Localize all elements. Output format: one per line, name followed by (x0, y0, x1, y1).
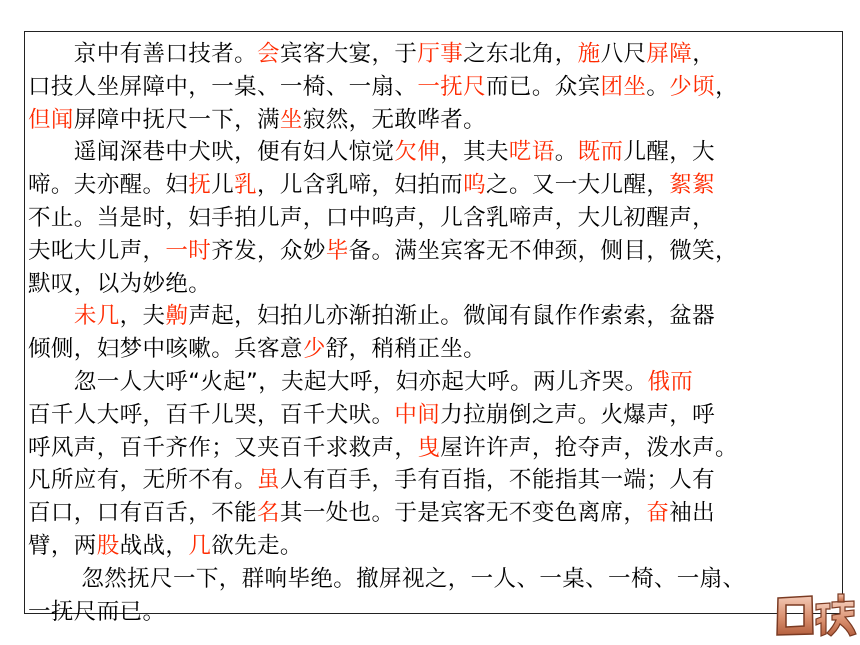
text-line (28, 432, 842, 465)
text-segment: 寂然，无敢哗者。 (302, 106, 487, 133)
text-segment: 齐发，众妙 (211, 237, 326, 264)
highlighted-word: 会 (257, 41, 280, 67)
highlighted-word: 俄而 (647, 368, 694, 395)
text-segment: 忽然抚尺一下，群响毕绝。撤屏视之，一人、一桌、一椅、一扇、 (28, 565, 746, 592)
highlighted-word: 呓语 (508, 139, 555, 166)
text-line (28, 169, 842, 202)
text-line (28, 235, 842, 268)
text-segment: 百千人大呼，百千儿哭，百千犬吠。 (28, 401, 395, 428)
text-segment: 凡所应有，无所不有。 (28, 467, 258, 494)
highlighted-word: 未几 (73, 303, 120, 330)
text-segment (28, 303, 74, 329)
text-segment: ，儿含乳啼，妇拍而 (257, 172, 464, 199)
text-segment: 儿 (211, 172, 235, 199)
highlighted-word: 齁 (165, 303, 189, 330)
text-segment: 人有百手，手有百指，不能指其一端；人有 (279, 467, 716, 494)
text-segment: ，其夫 (440, 139, 509, 166)
highlighted-word: 但闻 (28, 106, 74, 133)
text-segment: 儿醒，大 (623, 139, 716, 166)
text-segment: 战战， (119, 532, 189, 559)
text-line (28, 366, 842, 399)
highlighted-word: 毕 (325, 237, 349, 264)
text-line (28, 136, 842, 169)
text-segment: 百口，口有百舌，不能 (28, 500, 258, 527)
text-segment: 备。满坐宾客无不伸颈，侧目，微笑， (348, 237, 738, 264)
text-segment: 遥闻深巷中犬吠，便有妇人惊觉 (28, 139, 395, 166)
highlighted-word: 抚 (188, 172, 212, 199)
text-segment: 不止。当是时，妇手拍儿声，口中呜声，儿含乳啼声，大儿初醒声， (28, 204, 716, 231)
text-segment: 而已。众宾 (486, 73, 601, 100)
highlighted-word: 呜 (463, 172, 487, 199)
text-line (28, 202, 842, 235)
highlighted-word: 一时 (165, 237, 212, 264)
text-segment: 其一处也。于是宾客无不变色离席， (279, 500, 647, 527)
text-segment: 夫叱大儿声， (28, 237, 166, 264)
highlighted-word: 团坐 (600, 73, 647, 100)
text-segment: 声起，妇拍儿亦渐拍渐止。微闻有鼠作作索索，盆器 (188, 303, 716, 330)
text-segment: 臂，两 (28, 532, 97, 559)
text-line (28, 530, 842, 563)
text-line (28, 333, 842, 366)
text-segment: 默叹，以为妙绝。 (28, 270, 212, 297)
text-segment: ，夫 (119, 303, 166, 330)
highlighted-word: 厅事 (417, 41, 464, 67)
kouji-logo (772, 590, 858, 642)
highlighted-word: 中间 (394, 401, 441, 428)
text-segment: 欲先走。 (211, 532, 303, 559)
passage-text (28, 38, 842, 628)
highlighted-word: 名 (257, 500, 280, 527)
highlighted-word: 欠伸 (394, 139, 441, 166)
highlighted-word: 虽 (257, 467, 280, 494)
highlighted-word: 施 (577, 41, 601, 67)
text-line (28, 596, 842, 629)
text-segment: 舒，稍稍正坐。 (325, 336, 487, 363)
text-line (28, 300, 842, 333)
text-segment: 一抚尺而已。 (28, 598, 166, 625)
text-line (28, 71, 842, 104)
highlighted-word: 少 (302, 336, 326, 363)
text-segment: 京中有善口技者。 (28, 41, 258, 67)
text-line (28, 563, 842, 596)
text-segment: 宾客大宴，于 (279, 41, 418, 67)
text-segment: 。 (554, 139, 578, 166)
highlighted-word: 曳 (417, 434, 441, 461)
text-line (28, 268, 842, 301)
text-segment: 啼。夫亦醒。妇 (28, 172, 189, 199)
text-line (28, 38, 842, 71)
highlighted-word: 一抚尺 (417, 73, 487, 100)
text-line (28, 399, 842, 432)
highlighted-word: 既而 (577, 139, 624, 166)
text-segment: 袖出 (669, 500, 716, 527)
highlighted-word: 乳 (234, 172, 258, 199)
text-segment: 之。又一大儿醒， (486, 172, 670, 199)
highlighted-word: 奋 (646, 500, 670, 527)
highlighted-word: 少顷 (669, 73, 716, 100)
highlighted-word: 絮絮 (669, 172, 716, 199)
highlighted-word: 屏障 (646, 41, 693, 67)
text-segment: 屏障中抚尺一下，满 (73, 106, 280, 133)
highlighted-word: 股 (96, 532, 120, 559)
logo-char-kou (777, 596, 813, 635)
text-segment: ， (692, 41, 716, 67)
highlighted-word: 几 (188, 532, 212, 559)
text-segment: ， (715, 73, 738, 100)
text-segment: 忽一人大呼“火起”，夫起大呼，妇亦起大呼。两儿齐哭。 (28, 368, 648, 395)
highlighted-word: 坐 (279, 106, 303, 133)
text-segment: 呼风声，百千齐作；又夹百千求救声， (28, 434, 418, 461)
text-segment: 。 (646, 73, 670, 100)
text-segment: 口技人坐屏障中，一桌、一椅、一扇、 (28, 73, 418, 100)
text-segment: 倾侧，妇梦中咳嗽。兵客意 (28, 336, 303, 363)
text-segment: 之东北角， (463, 41, 578, 67)
text-segment: 八尺 (600, 41, 647, 67)
text-line (28, 104, 842, 137)
text-line (28, 464, 842, 497)
text-line (28, 497, 842, 530)
logo-char-ji (816, 594, 856, 636)
text-segment: 屋许许声，抢夺声，泼水声。 (440, 434, 738, 461)
text-segment: 力拉崩倒之声。火爆声，呼 (440, 401, 716, 428)
